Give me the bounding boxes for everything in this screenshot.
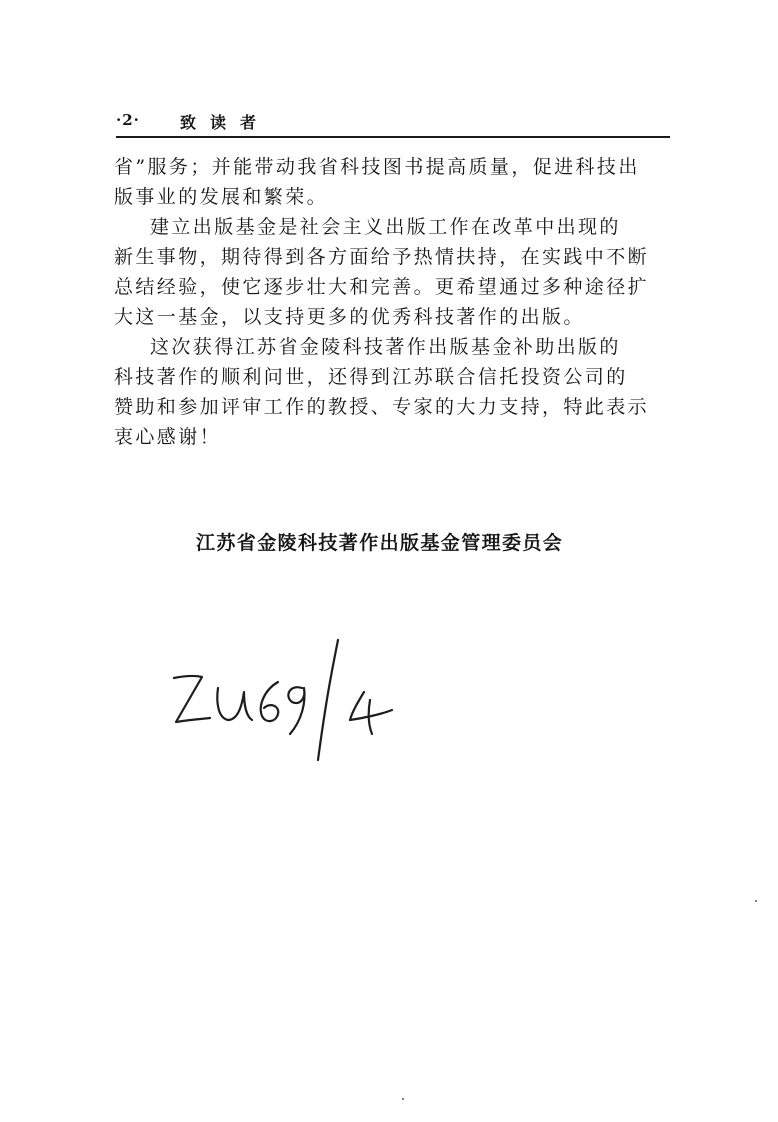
header-title: 致读者 (180, 113, 271, 132)
scan-speck (755, 900, 757, 902)
handwritten-note (160, 630, 420, 770)
text-line: 新生事物，期待得到各方面给予热情扶持，在实践中不断 (114, 246, 650, 268)
text-line: 版事业的发展和繁荣。 (114, 186, 329, 208)
text-line: 省”服务；并能带动我省科技图书提高质量，促进科技出 (114, 156, 640, 178)
page-number: ·2· (116, 111, 140, 129)
text-line: 科技著作的顺利问世，还得到江苏联合信托投资公司的 (114, 366, 628, 388)
text-line: 总结经验，使它逐步壮大和完善。更希望通过多种途径扩 (114, 276, 650, 298)
header-rule (116, 136, 670, 138)
body-text (114, 152, 674, 452)
text-line: 衷心感谢！ (114, 426, 222, 448)
handwritten-note-drawing (160, 630, 420, 770)
text-line: 大这一基金，以支持更多的优秀科技著作的出版。 (114, 306, 585, 328)
text-line: 赞助和参加评审工作的教授、专家的大力支持，特此表示 (114, 396, 650, 418)
paragraph-first-line: 建立出版基金是社会主义出版工作在改革中出现的 (150, 216, 621, 238)
signature: 江苏省金陵科技著作出版基金管理委员会 (196, 532, 564, 554)
paragraph-first-line: 这次获得江苏省金陵科技著作出版基金补助出版的 (150, 336, 621, 358)
scan-speck (402, 1098, 404, 1100)
running-header (116, 108, 670, 136)
